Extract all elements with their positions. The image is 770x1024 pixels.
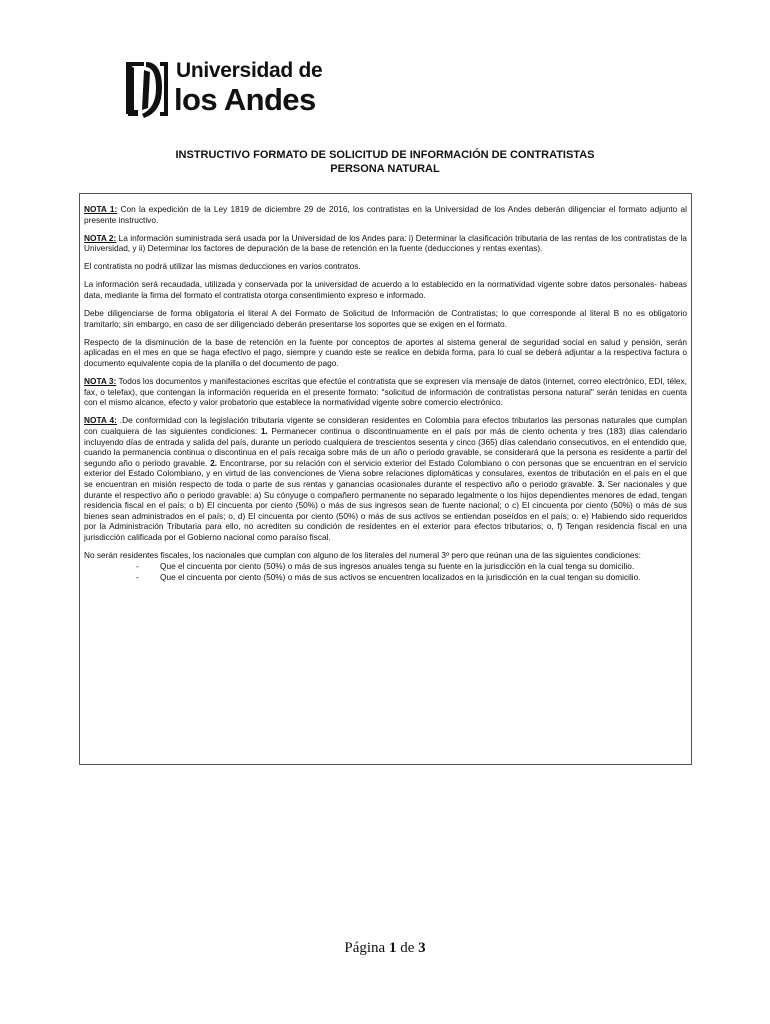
paragraph-informacion: La información será recaudada, utilizada y conservada por la universidad de acuerdo a lo establecido en la normatividad vigente sobre datos personales- habeas data, mediante la firma del formato el contratista otorga consentimiento expreso e informado. <box>84 279 687 301</box>
paragraph-literal: Debe diligenciarse de forma obligatoria el literal A del Formato de Solicitud de Información de Contratistas; lo que corresponde al literal B no es obligatorio tramitarlo; sin embargo, en caso de ser diligenciado deberán presentarse los soportes que se exigen en el formato. <box>84 308 687 329</box>
bullet-marker: - <box>136 572 139 583</box>
nota-4-num2: 2. <box>210 457 218 468</box>
conditions-list <box>84 561 687 583</box>
paragraph-no-residentes: No serán residentes fiscales, los nacionales que cumplan con alguno de los literales del numeral 3º pero que reúnan una de las siguientes condiciones: <box>84 550 641 561</box>
page-number: 1 <box>388 940 397 956</box>
nota-4-label: NOTA 4: <box>84 415 117 426</box>
instructions-box <box>79 193 692 765</box>
nota-4-num3: 3. <box>597 478 605 489</box>
paragraph-disminucion: Respecto de la disminución de la base de retención en la fuente por conceptos de aportes al sistema general de seguridad social en salud y pensión, serán aplicadas en el mes en que se haga efectivo el pago, siempre y cuando este se realice en debida forma, para lo cual se deberá adjuntar a la respectiva factura o documento equivalente copia de la planilla o del documento de pago. <box>84 336 687 369</box>
nota-4-text-b: Permanecer continua o discontinuamente en el país por más de ciento ochenta y tres (183) días calendario incluyendo días de entrada y salida del país, durante un periodo cualquiera de trescientos sesenta y cinco (365) días calendario consecutivos, en el entendido que, cuando la permanencia continua o discontinua en el país recaiga sobre más de un año o periodo gravable, se considerará que la persona es residente a partir del segundo año o periodo gravable. <box>84 426 688 468</box>
title-line2: PERSONA NATURAL <box>330 163 440 175</box>
page-total: 3 <box>418 940 426 956</box>
logo-line2: los Andes <box>174 82 316 117</box>
logo-wordmark <box>176 58 322 116</box>
list-item <box>84 561 687 572</box>
nota-2 <box>84 233 687 254</box>
of-word: de <box>400 940 415 956</box>
nota-2-text: La información suministrada será usada por la Universidad de los Andes para: i) Determinar la clasificación tributaria de las rentas de los contratistas de la Universidad, y ii) Determinar los factores de depuración de la base de retención en la fuente (deducciones y rentas exentas). <box>84 232 687 254</box>
page-footer <box>0 940 770 957</box>
nota-3-text: Todos los documentos y manifestaciones escritas que efectúe el contratista que se expresen vía mensaje de datos (internet, correo electrónico, EDI, télex, fax, o telefax), que contengan la información requerida en el presente formato: "solicitud de información de contratistas persona natural" serán tenidas en cuenta con el mismo alcance, efecto y valor probatorio que establece la normatividad vigente sobre comercio electrónico. <box>84 376 687 408</box>
nota-3 <box>84 376 687 408</box>
paragraph-deducciones: El contratista no podrá utilizar las mismas deducciones en varios contratos. <box>84 261 361 272</box>
logo-emblem-icon <box>124 58 170 122</box>
nota-4 <box>84 415 687 542</box>
nota-1 <box>84 204 687 225</box>
nota-1-text: Con la expedición de la Ley 1819 de diciembre 29 de 2016, los contratistas en la Universidad de los Andes deberán diligenciar el formato adjunto al presente instructivo. <box>84 204 688 225</box>
title-line1: INSTRUCTIVO FORMATO DE SOLICITUD DE INFORMACIÓN DE CONTRATISTAS <box>175 149 595 161</box>
nota-3-label: NOTA 3: <box>84 376 117 387</box>
page-word: Página <box>344 940 386 956</box>
document-title <box>0 148 770 176</box>
list-item <box>84 572 687 583</box>
nota-4-text-d: Ser nacionales y que durante el respectivo año o periodo gravable: a) Su cónyuge o compañero permanente no separado legalmente o los hijos dependientes menores de edad, tengan residencia fiscal en el país; o b) El cincuenta por ciento (50%) o más de sus ingresos sean de fuente nacional; o c) El cincuenta por ciento (50%) o más de sus bienes sean administrados en el país; o, d) El cincuenta por ciento (50%) o más de sus activos se entiendan poseídos en el país; o. e) Habiendo sido requeridos por la Administración Tributaria para ello, no acrediten su condición de residentes en el exterior para efectos tributarios; o, f) Tengan residencia fiscal en una jurisdicción calificada por el Gobierno nacional como paraíso fiscal. <box>84 478 687 542</box>
nota-4-text-a: .De conformidad con la legislación tributaria vigente se consideran residentes en Colombia para efectos tributarios las personas naturales que cumplan con cualquiera de las siguientes condiciones: <box>84 415 688 436</box>
university-logo <box>124 58 324 122</box>
list-item-text: Que el cincuenta por ciento (50%) o más de sus ingresos anuales tenga su fuente en la jurisdicción en la cual tenga su domicilio. <box>160 560 635 571</box>
nota-1-label: NOTA 1: <box>84 204 118 214</box>
logo-line1: Universidad de <box>176 59 323 82</box>
nota-2-label: NOTA 2: <box>84 232 117 243</box>
nota-4-num1: 1. <box>260 426 268 436</box>
nota-4-text-c: Encontrarse, por su relación con el servicio exterior del Estado Colombiano o con personas que se encuentran en el servicio exterior del Estado Colombiano, y en virtud de las convenciones de Viena sobre relaciones diplomáticas y consulares, exentos de tributación en el país en el que se encuentran en misión respecto de toda o parte de sus rentas y ganancias ocasionales durante el respectivo año o periodo gravable. <box>84 457 687 489</box>
list-item-text: Que el cincuenta por ciento (50%) o más de sus activos se encuentren localizados en la jurisdicción en la cual tengan su domicilio. <box>160 572 641 583</box>
bullet-marker: - <box>136 560 139 571</box>
